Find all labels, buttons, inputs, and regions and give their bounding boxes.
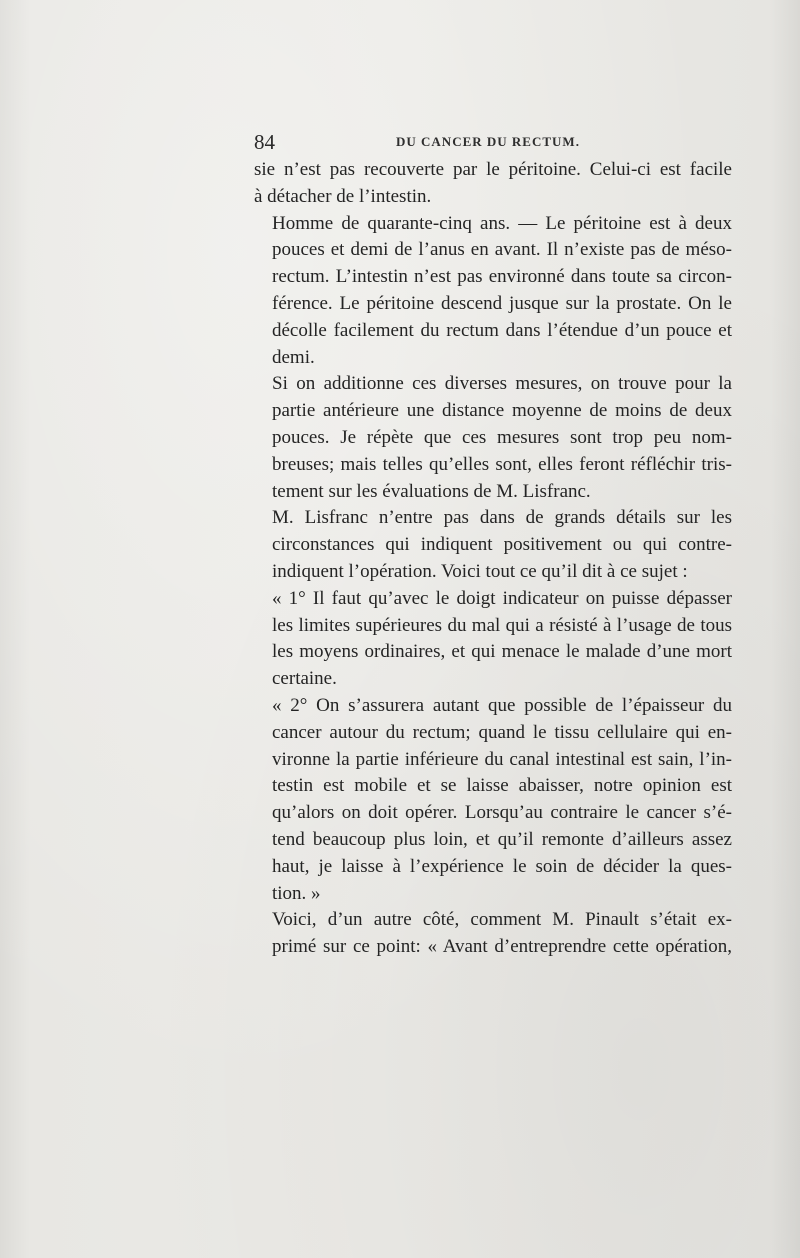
- running-head: DU CANCER DU RECTUM.: [396, 134, 580, 149]
- text-line: les moyens ordinaires, et qui menace le malade d’une mort: [272, 641, 732, 663]
- paragraph: [254, 157, 732, 211]
- text-line: qu’alors on doit opérer. Lorsqu’au contraire le cancer s’é-: [272, 802, 732, 824]
- paragraph: [254, 693, 732, 907]
- text-line: M. Lisfranc n’entre pas dans de grands détails sur les: [272, 507, 732, 529]
- paragraph: [254, 505, 732, 585]
- text-line: cancer autour du rectum; quand le tissu cellulaire qui en-: [272, 721, 732, 743]
- text-line: certaine.: [272, 668, 337, 690]
- text-line: les limites supérieures du mal qui a résisté à l’usage de tous: [272, 614, 732, 636]
- paragraph: [254, 371, 732, 505]
- text-line: tend beaucoup plus loin, et qu’il remonte d’ailleurs assez: [272, 828, 732, 850]
- page-number: 84: [254, 130, 275, 154]
- text-line: décolle facilement du rectum dans l’étendue d’un pouce et: [272, 319, 732, 341]
- page-header: [254, 128, 732, 156]
- text-line: demi.: [272, 346, 315, 368]
- text-line: circonstances qui indiquent positivement ou qui contre-: [272, 534, 732, 556]
- text-line: rectum. L’intestin n’est pas environné dans toute sa circon-: [272, 266, 732, 288]
- text-line: à détacher de l’intestin.: [254, 185, 432, 207]
- text-line: partie antérieure une distance moyenne de moins de deux: [272, 400, 732, 422]
- text-line: pouces. Je répète que ces mesures sont trop peu nom-: [272, 426, 732, 448]
- text-line: primé sur ce point: « Avant d’entreprendre cette opération,: [272, 936, 732, 958]
- paragraph: [254, 586, 732, 693]
- body-text: [254, 157, 732, 961]
- text-line: Homme de quarante-cinq ans. — Le péritoine est à deux: [272, 212, 732, 234]
- text-line: indiquent l’opération. Voici tout ce qu’il dit à ce sujet :: [272, 560, 688, 582]
- text-line: sie n’est pas recouverte par le péritoine. Celui-ci est facile: [254, 159, 732, 180]
- text-line: tement sur les évaluations de M. Lisfranc.: [272, 480, 591, 502]
- text-line: vironne la partie inférieure du canal intestinal est sain, l’in-: [272, 748, 732, 770]
- text-line: haut, je laisse à l’expérience le soin de décider la ques-: [272, 855, 732, 877]
- text-line: Voici, d’un autre côté, comment M. Pinault s’était ex-: [272, 909, 732, 931]
- text-line: breuses; mais telles qu’elles sont, elles feront réfléchir tris-: [272, 453, 732, 475]
- text-line: Si on additionne ces diverses mesures, on trouve pour la: [272, 373, 732, 395]
- text-line: pouces et demi de l’anus en avant. Il n’existe pas de méso-: [272, 239, 732, 261]
- paragraph: [254, 211, 732, 372]
- text-line: testin est mobile et se laisse abaisser, notre opinion est: [272, 775, 732, 797]
- text-line: « 2° On s’assurera autant que possible de l’épaisseur du: [272, 694, 732, 716]
- text-line: férence. Le péritoine descend jusque sur la prostate. On le: [272, 292, 732, 314]
- text-line: tion. »: [272, 882, 321, 904]
- paragraph: [254, 907, 732, 961]
- text-line: « 1° Il faut qu’avec le doigt indicateur on puisse dépasser: [272, 587, 732, 609]
